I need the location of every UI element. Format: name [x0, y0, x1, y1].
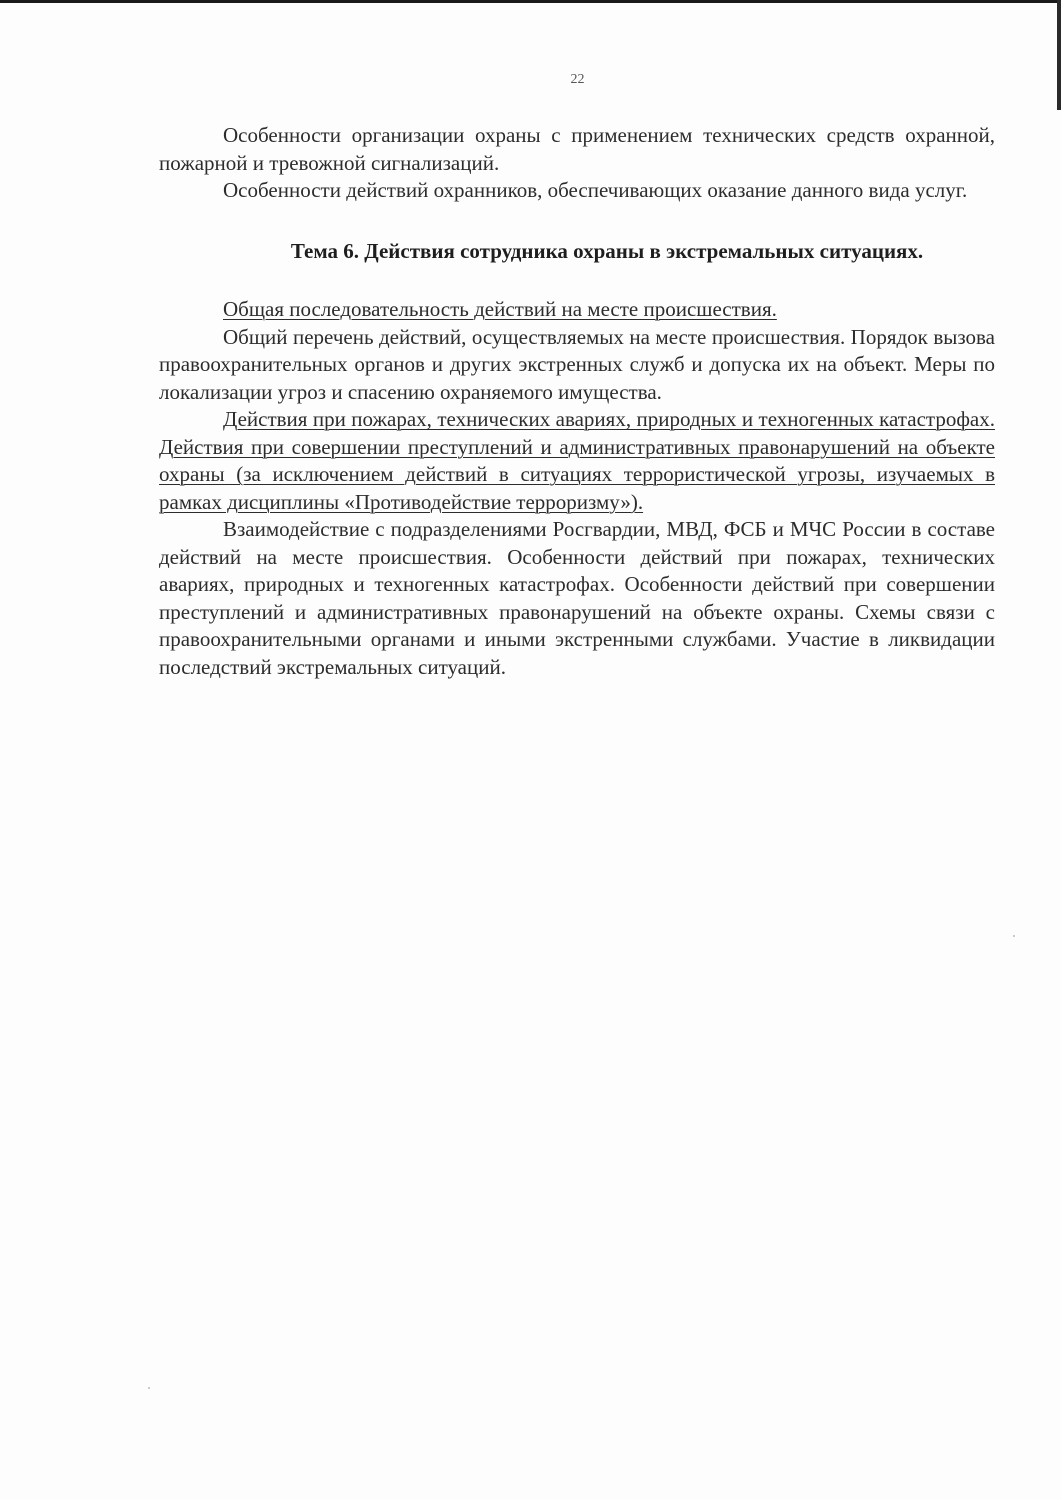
paragraph-guard-actions: Особенности действий охранников, обеспечивающих оказание данного вида услуг. [223, 178, 968, 202]
topic-heading: Тема 6. Действия сотрудника охраны в экстремальных ситуациях. [290, 238, 924, 263]
document-body [159, 122, 995, 681]
page-number: 22 [570, 72, 585, 87]
scan-edge-right [1057, 0, 1061, 110]
scan-speck [148, 1387, 150, 1389]
section-subheading: Общая последовательность действий на месте происшествия. [223, 297, 777, 321]
scan-edge-top [0, 0, 1061, 3]
paragraph-interaction: Взаимодействие с подразделениями Росгвардии, МВД, ФСБ и МЧС России в составе действий на месте происшествия. Особенности действий при пожарах, технических авариях, природных и техногенных катастрофах. Особенности действий при совершении преступлений и административных правонарушений на объекте охраны. Схемы связи с правоохранительными органами и иными экстренными службами. Участие в ликвидации последствий экстремальных ситуаций. [159, 517, 995, 679]
paragraph-emergency-actions: Действия при пожарах, технических авариях, природных и техногенных катастрофах. Действия при совершении преступлений и административных правонарушений на объекте охраны (за исключением действий в ситуациях террористической угрозы, изучаемых в рамках дисциплины «Противодействие терроризму»). [159, 407, 995, 514]
scan-speck [1013, 935, 1015, 937]
paragraph-general-actions: Общий перечень действий, осуществляемых на месте происшествия. Порядок вызова правоохранительных органов и других экстренных служб и допуска их на объект. Меры по локализации угроз и спасению охраняемого имущества. [159, 324, 995, 404]
paragraph-alarm-systems: Особенности организации охраны с применением технических средств охранной, пожарной и тревожной сигнализаций. [159, 123, 995, 175]
